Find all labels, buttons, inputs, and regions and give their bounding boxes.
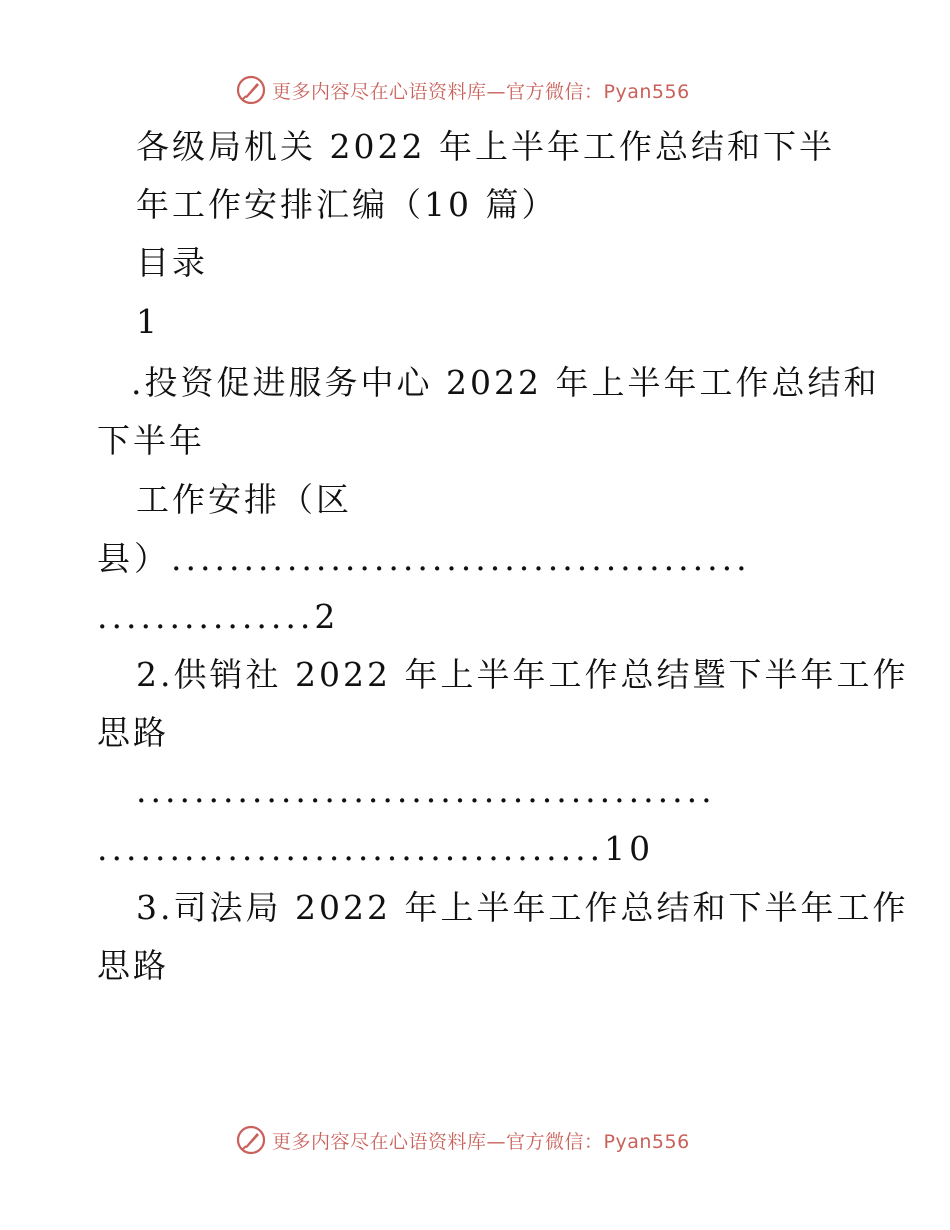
document-title-line-1: 各级局机关 2022 年上半年工作总结和下半 bbox=[136, 127, 835, 166]
toc-item-1-page-leader[interactable]: ...............2 bbox=[97, 597, 340, 636]
toc-heading: 目录 bbox=[136, 243, 208, 282]
document-title-line-2: 年工作安排汇编（10 篇） bbox=[136, 185, 558, 224]
toc-item-1-title-part-1[interactable]: .投资促进服务中心 2022 年上半年工作总结和 bbox=[131, 363, 880, 402]
footer-watermark-banner bbox=[236, 1123, 716, 1157]
banner-text: 更多内容尽在心语资料库—官方微信：Pyan556 bbox=[272, 80, 690, 103]
toc-item-2-page-leader[interactable]: ...................................10 bbox=[97, 829, 655, 868]
header-watermark-banner bbox=[236, 73, 716, 107]
toc-item-2-title-part-2[interactable]: 思路 bbox=[97, 713, 169, 752]
toc-item-3-title-part-2[interactable]: 思路 bbox=[97, 946, 169, 985]
quill-logo-icon bbox=[236, 1125, 266, 1155]
toc-item-2-leader-line-1[interactable]: ........................................ bbox=[136, 771, 716, 810]
toc-item-3-title-part-1[interactable]: 3.司法局 2022 年上半年工作总结和下半年工作 bbox=[136, 888, 909, 927]
toc-item-1-number: 1 bbox=[136, 302, 160, 341]
toc-item-1-title-part-2[interactable]: 下半年 bbox=[97, 421, 205, 460]
toc-item-1-title-part-4[interactable]: 县）........................................ bbox=[97, 539, 751, 578]
quill-logo-icon bbox=[236, 75, 266, 105]
banner-text: 更多内容尽在心语资料库—官方微信：Pyan556 bbox=[272, 1130, 690, 1153]
toc-item-2-title-part-1[interactable]: 2.供销社 2022 年上半年工作总结暨下半年工作 bbox=[136, 655, 909, 694]
toc-item-1-title-part-3[interactable]: 工作安排（区 bbox=[136, 480, 352, 519]
